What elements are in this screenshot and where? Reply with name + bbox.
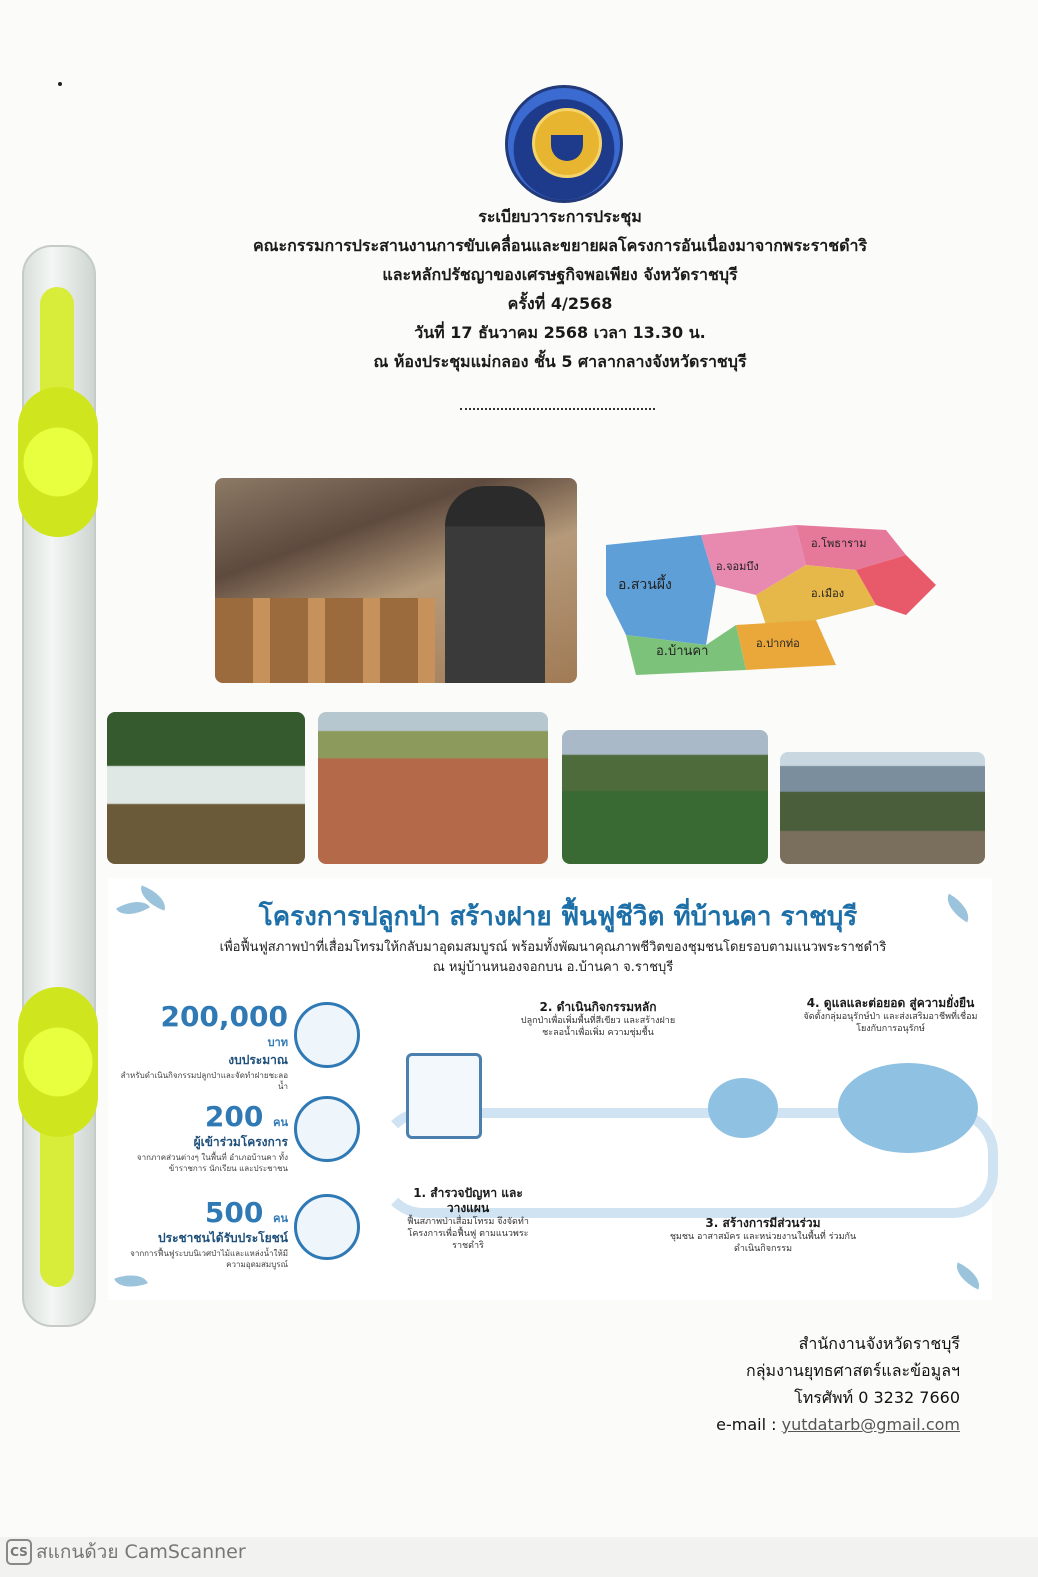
step-1-title: 1. สำรวจปัญหา และวางแผน bbox=[413, 1186, 523, 1215]
stat-participants-unit: คน bbox=[273, 1116, 288, 1129]
stat-beneficiaries bbox=[118, 1196, 288, 1270]
clip-knob-top bbox=[18, 387, 98, 537]
forest-icon bbox=[838, 1063, 978, 1153]
clipboard-icon bbox=[406, 1053, 482, 1139]
seal-center bbox=[532, 108, 602, 178]
people-group-icon bbox=[294, 1096, 360, 1162]
map-label-suan-phueng: อ.สวนผึ้ง bbox=[618, 577, 672, 593]
camscanner-text: สแกนด้วย CamScanner bbox=[36, 1541, 246, 1563]
camscanner-logo-icon: CS bbox=[6, 1539, 32, 1565]
binder-clip bbox=[22, 245, 96, 1327]
contact-footer bbox=[700, 1330, 960, 1438]
seal-bowl-icon bbox=[551, 135, 583, 161]
map-label-pak-tho: อ.ปากท่อ bbox=[756, 637, 800, 650]
footer-dept: กลุ่มงานยุทธศาสตร์และข้อมูลฯ bbox=[746, 1361, 960, 1380]
presenter-figure bbox=[445, 486, 545, 683]
dotted-separator bbox=[460, 408, 655, 410]
budget-seal-icon bbox=[294, 1002, 360, 1068]
stat-beneficiaries-number: 500 bbox=[204, 1196, 264, 1229]
stat-beneficiaries-unit: คน bbox=[273, 1212, 288, 1225]
stat-participants-label: ผู้เข้าร่วมโครงการ bbox=[193, 1135, 288, 1149]
footer-email-label: e-mail : bbox=[716, 1415, 777, 1434]
photo-waterfall-weir bbox=[107, 712, 305, 864]
step-2-desc: ปลูกป่าเพื่อเพิ่มพื้นที่สีเขียว และสร้างฝายชะลอน้ำเพื่อเพิ่ม ความชุ่มชื้น bbox=[520, 1016, 676, 1038]
clip-knob-bottom bbox=[18, 987, 98, 1137]
step-4-desc: จัดตั้งกลุ่มอนุรักษ์ป่า และส่งเสริมอาชีพที่เชื่อมโยงกับการอนุรักษ์ bbox=[803, 1012, 978, 1034]
step-1 bbox=[398, 1186, 538, 1252]
stat-participants-desc: จากภาคส่วนต่างๆ ในพื้นที่ อำเภอบ้านคา ทั้งข้าราชการ นักเรียน และประชาชน bbox=[136, 1153, 288, 1173]
provincial-seal-emblem bbox=[505, 85, 623, 203]
photo-lakeside bbox=[780, 752, 985, 864]
step-3-desc: ชุมชน อาสาสมัคร และหน่วยงานในพื้นที่ ร่วมกันดำเนินกิจกรรม bbox=[669, 1232, 857, 1254]
header-line-3: และหลักปรัชญาของเศรษฐกิจพอเพียง จังหวัดราชบุรี bbox=[382, 265, 738, 284]
sprout-hand-icon bbox=[294, 1194, 360, 1260]
photo-farmland bbox=[562, 730, 768, 864]
stat-budget bbox=[118, 1000, 288, 1092]
header-line-5: วันที่ 17 ธันวาคม 2568 เวลา 13.30 น. bbox=[414, 323, 706, 342]
map-label-ban-kha: อ.บ้านคา bbox=[656, 644, 709, 659]
header-line-2: คณะกรรมการประสานงานการขับเคลื่อนและขยายผลโครงการอันเนื่องมาจากพระราชดำริ bbox=[252, 236, 868, 255]
footer-email-link[interactable]: yutdatarb@gmail.com bbox=[781, 1415, 960, 1434]
stat-participants-number: 200 bbox=[204, 1100, 264, 1133]
stat-budget-number: 200,000 bbox=[160, 1000, 288, 1033]
header-line-6: ณ ห้องประชุมแม่กลอง ชั้น 5 ศาลากลางจังหวัดราชบุรี bbox=[373, 352, 747, 371]
leaf-icon bbox=[951, 1262, 985, 1289]
header-line-1: ระเบียบวาระการประชุม bbox=[478, 207, 642, 226]
camscanner-watermark bbox=[6, 1537, 246, 1567]
stat-beneficiaries-desc: จากการฟื้นฟูระบบนิเวศป่าไม้และแหล่งน้ำให้มีความอุดมสมบูรณ์ bbox=[130, 1249, 288, 1269]
photo-terraced-field bbox=[318, 712, 548, 864]
step-4 bbox=[798, 996, 983, 1035]
photo-crowd-ceremony bbox=[215, 478, 577, 683]
stat-budget-desc: สำหรับดำเนินกิจกรรมปลูกป่าและจัดทำฝายชะลอน้ำ bbox=[120, 1071, 288, 1091]
step-2 bbox=[513, 1000, 683, 1039]
leaf-icon bbox=[941, 894, 975, 923]
leaf-icon bbox=[114, 1268, 148, 1293]
step-2-title: 2. ดำเนินกิจกรรมหลัก bbox=[539, 1000, 657, 1014]
project-infographic bbox=[108, 878, 992, 1300]
infographic-subtitle bbox=[148, 938, 958, 978]
step-3-title: 3. สร้างการมีส่วนร่วม bbox=[705, 1216, 821, 1230]
stat-beneficiaries-label: ประชาชนได้รับประโยชน์ bbox=[158, 1231, 288, 1245]
map-label-mueang: อ.เมือง bbox=[811, 587, 845, 600]
infographic-title: โครงการปลูกป่า สร้างฝาย ฟื้นฟูชีวิต ที่บ้านคา ราชบุรี bbox=[258, 902, 858, 932]
stat-participants bbox=[118, 1100, 288, 1174]
step-1-desc: ฟื้นสภาพป่าเสื่อมโทรม จึงจัดทำโครงการเพื่อฟื้นฟู ตามแนวพระราชดำริ bbox=[407, 1217, 529, 1251]
clay-pots bbox=[215, 598, 435, 683]
infographic-subtitle-line-1: เพื่อฟื้นฟูสภาพป่าที่เสื่อมโทรมให้กลับมาอุดมสมบูรณ์ พร้อมทั้งพัฒนาคุณภาพชีวิตของชุมชนโดยรอบตามแนวพระราชดำริ bbox=[219, 940, 887, 955]
scan-speck bbox=[58, 82, 62, 86]
stat-budget-unit: บาท bbox=[267, 1036, 288, 1049]
infographic-subtitle-line-2: ณ หมู่บ้านหนองจอกบน อ.บ้านคา จ.ราชบุรี bbox=[432, 960, 674, 975]
map-label-chom-bueng: อ.จอมบึง bbox=[716, 560, 759, 573]
step-4-title: 4. ดูแลและต่อยอด สู่ความยั่งยืน bbox=[806, 996, 975, 1010]
tree-handshake-icon bbox=[708, 1078, 778, 1138]
stat-budget-label: งบประมาณ bbox=[228, 1053, 288, 1067]
header-line-4: ครั้งที่ 4/2568 bbox=[507, 294, 613, 313]
agenda-header bbox=[180, 202, 940, 376]
step-3 bbox=[668, 1216, 858, 1255]
footer-org: สำนักงานจังหวัดราชบุรี bbox=[798, 1334, 960, 1353]
footer-email bbox=[700, 1411, 960, 1438]
map-label-photharam: อ.โพธาราม bbox=[811, 537, 867, 550]
footer-phone: โทรศัพท์ 0 3232 7660 bbox=[794, 1388, 960, 1407]
district-map bbox=[606, 525, 936, 675]
